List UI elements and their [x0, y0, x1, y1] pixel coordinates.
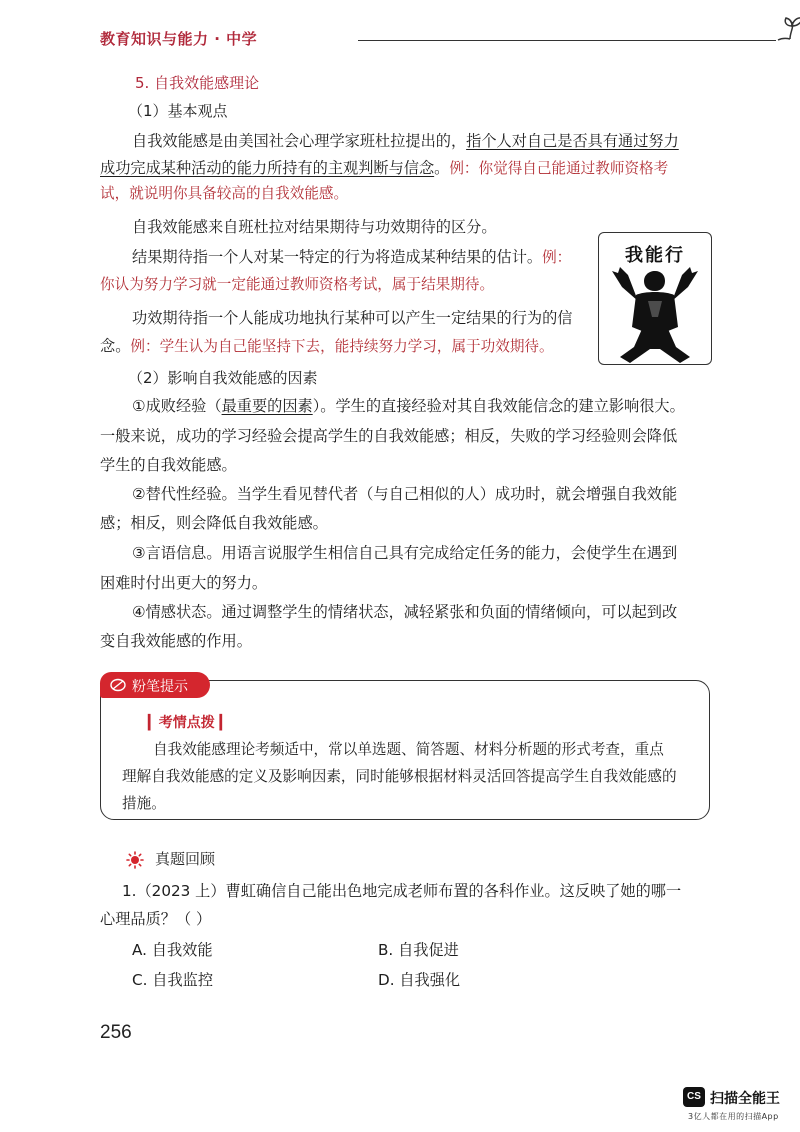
- paragraph-definition-line-1: [132, 131, 679, 151]
- illustration-i-can-do-it: [598, 232, 712, 365]
- handwritten-example: 例：你觉得自己能通过教师资格考: [449, 160, 669, 177]
- subheading-influencing-factors: （2）影响自我效能感的因素: [128, 369, 318, 387]
- tip-tab-label: 粉笔提示: [132, 679, 188, 695]
- review-title: 真题回顾: [155, 850, 216, 868]
- option-b: B. 自我促进: [378, 941, 459, 959]
- chalk-icon: [110, 678, 126, 692]
- handwritten-example-label: 例：: [542, 249, 572, 266]
- scanner-watermark: [683, 1087, 793, 1127]
- scanner-slogan: 3亿人都在用的扫描App: [688, 1112, 779, 1121]
- tip-tab: [100, 672, 210, 698]
- paragraph-efficacy-expectation-line-1: 功效期待指一个人能成功地执行某种可以产生一定结果的行为的信: [132, 309, 573, 327]
- definition-text: 自我效能感是由美国社会心理学家班杜拉提出的，: [132, 132, 467, 150]
- handwritten-example-line-2: 试，就说明你具备较高的自我效能感。: [100, 185, 349, 202]
- sprout-icon: [772, 14, 800, 54]
- question-1-line-1: 1.（2023 上）曹虹确信自己能出色地完成老师布置的各科作业。这反映了她的哪一: [122, 882, 682, 900]
- efficacy-expectation-text: 念。: [100, 337, 131, 355]
- page-number: 256: [100, 1022, 132, 1043]
- outcome-expectation-text: 结果期待指一个人对某一特定的行为将造成某种结果的估计。: [132, 248, 543, 266]
- punctuation: 。: [434, 159, 450, 177]
- tip-text-line-1: 自我效能感理论考频适中，常以单选题、简答题、材料分析题的形式考查，重点: [153, 741, 664, 758]
- paragraph-outcome-expectation-line-1: [132, 247, 571, 268]
- sun-icon: [126, 851, 144, 869]
- definition-underlined-text: 指个人对自己是否具有通过努力: [466, 132, 679, 150]
- factor-1-text: ）。学生的直接经验对其自我效能信念的建立影响很大。: [312, 397, 685, 415]
- tip-text-line-2: 理解自我效能感的定义及影响因素，同时能够根据材料灵活回答提高学生自我效能感的: [122, 768, 677, 785]
- factor-3-line-1: ③言语信息。用语言说服学生相信自己具有完成给定任务的能力，会使学生在遇到: [132, 544, 678, 562]
- page-header: [100, 28, 740, 52]
- factor-1-label: ①成败经验（: [132, 397, 222, 415]
- factor-3-line-2: 困难时付出更大的努力。: [100, 574, 268, 592]
- option-a: A. 自我效能: [132, 941, 213, 959]
- factor-1-underlined: 最重要的因素: [221, 397, 313, 415]
- paragraph-definition-line-2: [100, 158, 668, 179]
- factor-4-line-1: ④情感状态。通过调整学生的情绪状态，减轻紧张和负面的情绪倾向，可以起到改: [132, 603, 678, 621]
- option-d: D. 自我强化: [378, 971, 461, 989]
- handwritten-outcome-example: 你认为努力学习就一定能通过教师资格考试，属于结果期待。: [100, 276, 495, 293]
- definition-underlined-text-2: 成功完成某种活动的能力所持有的主观判断与信念: [100, 159, 435, 177]
- section-heading: 5. 自我效能感理论: [135, 74, 260, 92]
- paragraph-expectation-distinction: 自我效能感来自班杜拉对结果期待与功效期待的区分。: [132, 218, 497, 236]
- question-1-line-2: 心理品质？（ ）: [100, 910, 212, 928]
- tip-text-line-3: 措施。: [122, 795, 166, 812]
- scanner-name: 扫描全能王: [710, 1091, 780, 1107]
- factor-1-line-1: [132, 396, 685, 416]
- factor-1-line-2: 一般来说，成功的学习经验会提高学生的自我效能感；相反，失败的学习经验则会降低: [100, 427, 678, 445]
- header-rule: [358, 40, 776, 41]
- handwritten-efficacy-example: 例：学生认为自己能坚持下去，能持续努力学习，属于功效期待。: [130, 338, 554, 355]
- factor-2-line-2: 感；相反，则会降低自我效能感。: [100, 514, 328, 532]
- option-c: C. 自我监控: [132, 971, 214, 989]
- illustration-caption: 我能行: [625, 245, 685, 266]
- scanner-logo: CS: [683, 1087, 705, 1107]
- factor-4-line-2: 变自我效能感的作用。: [100, 632, 252, 650]
- celebrating-person-icon: [598, 265, 712, 365]
- subheading-basic-view: （1）基本观点: [128, 102, 228, 120]
- tip-subtitle: ▎考情点拨 ▎: [148, 715, 231, 731]
- paragraph-efficacy-expectation-line-2: [100, 336, 554, 357]
- factor-2-line-1: ②替代性经验。当学生看见替代者（与自己相似的人）成功时，就会增强自我效能: [132, 485, 678, 503]
- book-title: 教育知识与能力 · 中学: [100, 30, 258, 48]
- factor-1-line-3: 学生的自我效能感。: [100, 456, 237, 474]
